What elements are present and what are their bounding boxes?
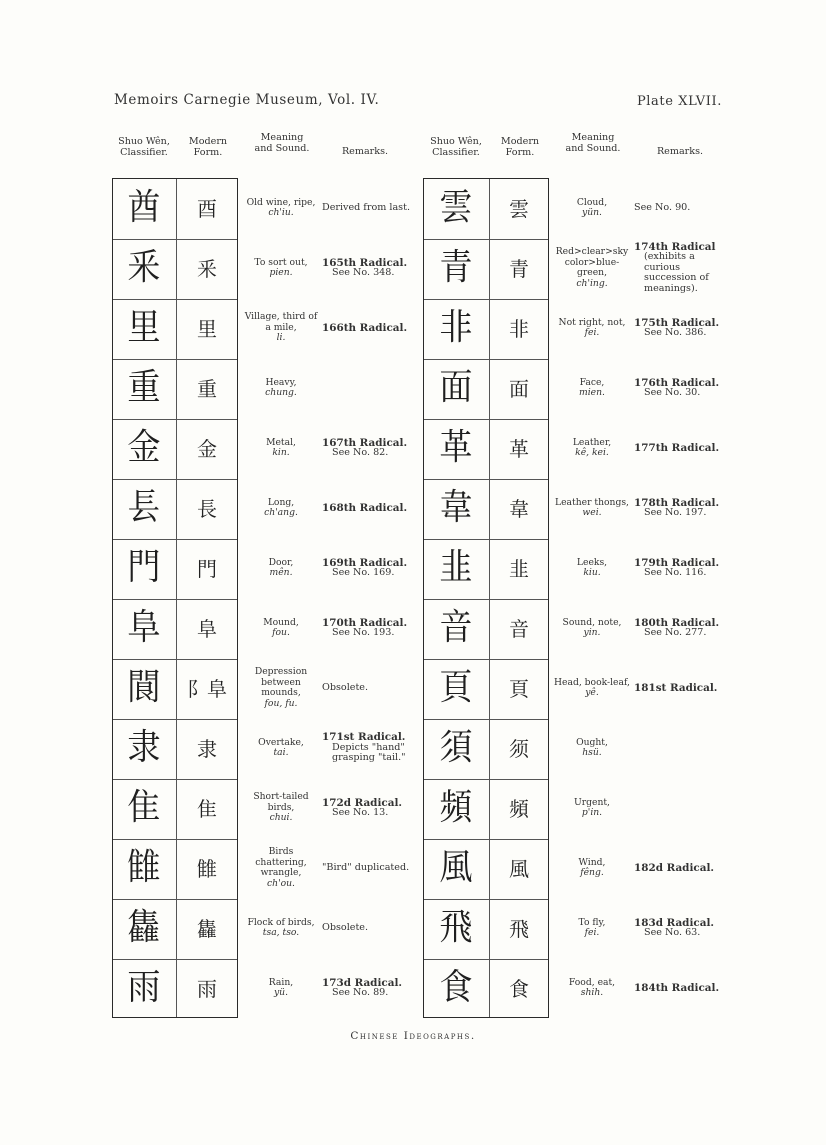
meaning-text: Leeks,: [576, 556, 608, 568]
modern-character: 雔: [197, 857, 217, 881]
meaning-and-sound: [242, 312, 320, 344]
meaning-and-sound: [551, 738, 633, 759]
colhead-modern-left: Modern Form.: [188, 136, 228, 158]
radical-number: 173d Radical.: [322, 976, 403, 989]
sound-text: kê, kei.: [575, 447, 609, 458]
remark-text: Depicts "hand" grasping "tail.": [332, 741, 406, 763]
seal-character: 䦘: [127, 667, 161, 708]
meaning-and-sound: [242, 792, 320, 824]
remark-text: See No. 197.: [644, 507, 707, 518]
sound-text: yin.: [583, 627, 601, 638]
sound-text: ch'iu.: [268, 207, 294, 218]
remark-text: Obsolete.: [322, 921, 369, 933]
meaning-text: Metal,: [266, 436, 296, 448]
remark: [322, 438, 414, 459]
sound-text: tai.: [273, 747, 289, 758]
remark-text: See No. 90.: [634, 201, 691, 213]
modern-character: 音: [509, 617, 529, 641]
radical-number: 172d Radical.: [322, 796, 403, 809]
meaning-and-sound: [551, 918, 633, 939]
meaning-text: Leather thongs,: [555, 496, 629, 508]
meaning-text: Overtake,: [258, 736, 304, 748]
remark: [634, 558, 724, 579]
modern-character: 雨: [197, 977, 217, 1001]
remark-text: See No. 30.: [644, 387, 701, 398]
sound-text: mên.: [269, 567, 293, 578]
radical-number: 171st Radical.: [322, 731, 406, 743]
modern-character: 阝阜: [187, 677, 227, 701]
radical-number: 166th Radical.: [322, 321, 408, 334]
remark: [322, 503, 414, 514]
colhead-shuo-wen-left: Shuo Wên, Classifier.: [118, 136, 170, 158]
seal-character: 青: [439, 247, 473, 288]
meaning-text: To fly,: [578, 916, 606, 928]
seal-character: 須: [439, 727, 473, 768]
remark-text: See No. 82.: [332, 447, 389, 458]
sound-text: shih.: [580, 987, 604, 998]
remark: [634, 983, 724, 994]
radical-number: 165th Radical.: [322, 256, 408, 269]
remark: [322, 558, 414, 579]
meaning-text: Heavy,: [265, 376, 297, 388]
modern-character: 頻: [509, 797, 529, 821]
remark: [634, 443, 724, 454]
seal-character: 隹: [127, 787, 161, 828]
modern-character: 韋: [509, 497, 529, 521]
meaning-and-sound: [551, 438, 633, 459]
meaning-and-sound: [551, 798, 633, 819]
remark: [634, 318, 724, 339]
sound-text: kin.: [272, 447, 290, 458]
remark: [322, 683, 414, 694]
modern-character: 隶: [197, 737, 217, 761]
radical-number: 167th Radical.: [322, 436, 408, 449]
meaning-and-sound: [242, 378, 320, 399]
meaning-text: Rain,: [268, 976, 294, 988]
seal-character: 阜: [127, 607, 161, 648]
meaning-and-sound: [551, 978, 633, 999]
seal-character: 韭: [439, 547, 473, 588]
modern-character: 飛: [509, 917, 529, 941]
meaning-and-sound: [551, 858, 633, 879]
right-character-grid: [423, 178, 549, 1018]
remark-text: See No. 63.: [644, 927, 701, 938]
meaning-text: Leather,: [572, 436, 612, 448]
meaning-and-sound: [242, 667, 320, 709]
modern-character: 隹: [197, 797, 217, 821]
meaning-and-sound: [242, 918, 320, 939]
sound-text: yü.: [273, 987, 289, 998]
seal-character: 頻: [439, 787, 473, 828]
radical-number: 184th Radical.: [634, 981, 720, 994]
meaning-and-sound: [242, 198, 320, 219]
remark-text: "Bird" duplicated.: [322, 861, 410, 873]
meaning-text: Door,: [268, 556, 294, 568]
sound-text: yün.: [582, 207, 602, 218]
sound-text: chung.: [265, 387, 297, 398]
remark: [322, 203, 414, 214]
sound-text: ch'ing.: [576, 277, 608, 289]
modern-character: 雲: [509, 197, 529, 221]
seal-character: 雔: [127, 847, 161, 888]
seal-character: 韋: [439, 487, 473, 528]
meaning-and-sound: [551, 498, 633, 519]
meaning-and-sound: [551, 558, 633, 579]
remark-text: (exhibits a curious succession of meanings).: [644, 251, 709, 294]
meaning-and-sound: [551, 618, 633, 639]
seal-character: 面: [439, 367, 473, 408]
remark-text: See No. 386.: [644, 327, 707, 338]
meaning-text: Village, third of a mile,: [244, 311, 318, 333]
meaning-text: Mound,: [263, 616, 299, 628]
header-left: Memoirs Carnegie Museum, Vol. IV.: [114, 92, 380, 108]
remark: [322, 732, 414, 764]
meaning-text: Depression between mounds,: [254, 666, 308, 698]
meaning-and-sound: [242, 618, 320, 639]
remark-text: See No. 193.: [332, 627, 395, 638]
meaning-text: Head, book-leaf,: [554, 676, 630, 688]
remark-text: See No. 13.: [332, 807, 389, 818]
meaning-text: To sort out,: [254, 256, 308, 268]
seal-character: 音: [439, 607, 473, 648]
modern-character: 長: [197, 497, 217, 521]
seal-character: 革: [439, 427, 473, 468]
colhead-shuo-wen-right: Shuo Wên, Classifier.: [430, 136, 482, 158]
remark: [634, 203, 724, 214]
colhead-modern-right: Modern Form.: [500, 136, 540, 158]
seal-character: 門: [127, 547, 161, 588]
meaning-and-sound: [242, 738, 320, 759]
radical-number: 182d Radical.: [634, 861, 715, 874]
radical-number: 168th Radical.: [322, 501, 408, 514]
radical-number: 180th Radical.: [634, 616, 720, 629]
remark: [634, 863, 724, 874]
sound-text: ch'ang.: [264, 507, 298, 518]
modern-character: 雥: [197, 917, 217, 941]
seal-character: 雲: [439, 187, 473, 228]
seal-character: 雥: [127, 907, 161, 948]
sound-text: mien.: [579, 387, 605, 398]
meaning-and-sound: [242, 847, 320, 889]
meaning-and-sound: [551, 247, 633, 289]
remark: [322, 618, 414, 639]
radical-number: 176th Radical.: [634, 376, 720, 389]
sound-text: pien.: [269, 267, 293, 278]
meaning-and-sound: [551, 678, 633, 699]
meaning-and-sound: [242, 558, 320, 579]
colhead-remarks-left: Remarks.: [341, 146, 389, 157]
sound-text: tsa, tso.: [262, 927, 300, 938]
seal-character: 重: [127, 367, 161, 408]
meaning-and-sound: [242, 438, 320, 459]
meaning-text: Face,: [579, 376, 605, 388]
colhead-meaning-right: Meaning and Sound.: [565, 132, 621, 154]
meaning-text: Ought,: [576, 736, 608, 748]
meaning-text: Cloud,: [576, 196, 608, 208]
modern-character: 頁: [509, 677, 529, 701]
remark: [322, 978, 414, 999]
modern-character: 青: [509, 257, 529, 281]
seal-character: 金: [127, 427, 161, 468]
sound-text: fei.: [584, 927, 600, 938]
remark: [322, 863, 414, 874]
remark: [634, 918, 724, 939]
seal-character: 镸: [127, 487, 161, 528]
seal-character: 釆: [127, 247, 161, 288]
colhead-meaning-left: Meaning and Sound.: [254, 132, 310, 154]
seal-character: 非: [439, 307, 473, 348]
remark-text: See No. 169.: [332, 567, 395, 578]
remark-text: See No. 277.: [644, 627, 707, 638]
meaning-text: Red>clear>sky color>blue-green,: [555, 246, 629, 278]
plate-caption: Chinese Ideographs.: [350, 1030, 476, 1042]
remark: [322, 323, 414, 334]
sound-text: fêng.: [580, 867, 604, 878]
sound-text: ch'ou.: [267, 877, 295, 889]
meaning-text: Wind,: [578, 856, 606, 868]
seal-character: 風: [439, 847, 473, 888]
radical-number: 178th Radical.: [634, 496, 720, 509]
seal-character: 飛: [439, 907, 473, 948]
meaning-text: Short-tailed birds,: [253, 791, 309, 813]
remark: [322, 798, 414, 819]
meaning-text: Food, eat,: [568, 976, 616, 988]
remark: [322, 258, 414, 279]
meaning-and-sound: [242, 258, 320, 279]
modern-character: 重: [197, 377, 217, 401]
sound-text: yê.: [585, 687, 599, 698]
plate-number: Plate XLVII.: [636, 94, 722, 109]
seal-character: 里: [127, 307, 161, 348]
sound-text: chui.: [269, 812, 293, 823]
left-character-grid: [112, 178, 238, 1018]
remark-text: See No. 116.: [644, 567, 707, 578]
meaning-text: Old wine, ripe,: [246, 196, 316, 208]
remark-text: Obsolete.: [322, 681, 369, 693]
colhead-remarks-right: Remarks.: [656, 146, 704, 157]
remark: [634, 683, 724, 694]
modern-character: 釆: [197, 257, 217, 281]
remark-text: See No. 89.: [332, 987, 389, 998]
sound-text: fei.: [584, 327, 600, 338]
seal-character: 雨: [127, 967, 161, 1008]
modern-character: 門: [197, 557, 217, 581]
modern-character: 韭: [509, 557, 529, 581]
meaning-and-sound: [551, 378, 633, 399]
radical-number: 179th Radical.: [634, 556, 720, 569]
seal-character: 頁: [439, 667, 473, 708]
modern-character: 面: [509, 377, 529, 401]
meaning-and-sound: [551, 198, 633, 219]
radical-number: 170th Radical.: [322, 616, 408, 629]
sound-text: li.: [276, 332, 286, 343]
modern-character: 须: [509, 737, 529, 761]
remark: [634, 498, 724, 519]
sound-text: hsü.: [582, 747, 602, 758]
modern-character: 酉: [197, 197, 217, 221]
modern-character: 金: [197, 437, 217, 461]
meaning-and-sound: [551, 318, 633, 339]
modern-character: 風: [509, 857, 529, 881]
sound-text: fou.: [272, 627, 290, 638]
modern-character: 阜: [197, 617, 217, 641]
modern-character: 革: [509, 437, 529, 461]
sound-text: fou, fu.: [264, 697, 298, 709]
seal-character: 酋: [127, 187, 161, 228]
modern-character: 非: [509, 317, 529, 341]
radical-number: 181st Radical.: [634, 681, 718, 694]
remark: [634, 242, 724, 295]
seal-character: 隶: [127, 727, 161, 768]
remark-text: See No. 348.: [332, 267, 395, 278]
sound-text: p'in.: [581, 807, 603, 818]
remark: [634, 618, 724, 639]
modern-character: 食: [509, 977, 529, 1001]
meaning-text: Sound, note,: [562, 616, 622, 628]
meaning-text: Flock of birds,: [247, 916, 315, 928]
remark: [322, 923, 414, 934]
radical-number: 175th Radical.: [634, 316, 720, 329]
radical-number: 169th Radical.: [322, 556, 408, 569]
seal-character: 食: [439, 967, 473, 1008]
meaning-text: Not right, not,: [558, 316, 626, 328]
meaning-and-sound: [242, 978, 320, 999]
radical-number: 183d Radical.: [634, 916, 715, 929]
meaning-and-sound: [242, 498, 320, 519]
modern-character: 里: [197, 317, 217, 341]
meaning-text: Long,: [267, 496, 295, 508]
radical-number: 174th Radical: [634, 240, 716, 253]
remark: [634, 378, 724, 399]
meaning-text: Birds chattering, wrangle,: [255, 846, 307, 878]
remark-text: Derived from last.: [322, 201, 410, 213]
sound-text: kiu.: [583, 567, 601, 578]
sound-text: wei.: [582, 507, 602, 518]
radical-number: 177th Radical.: [634, 441, 720, 454]
meaning-text: Urgent,: [574, 796, 610, 808]
